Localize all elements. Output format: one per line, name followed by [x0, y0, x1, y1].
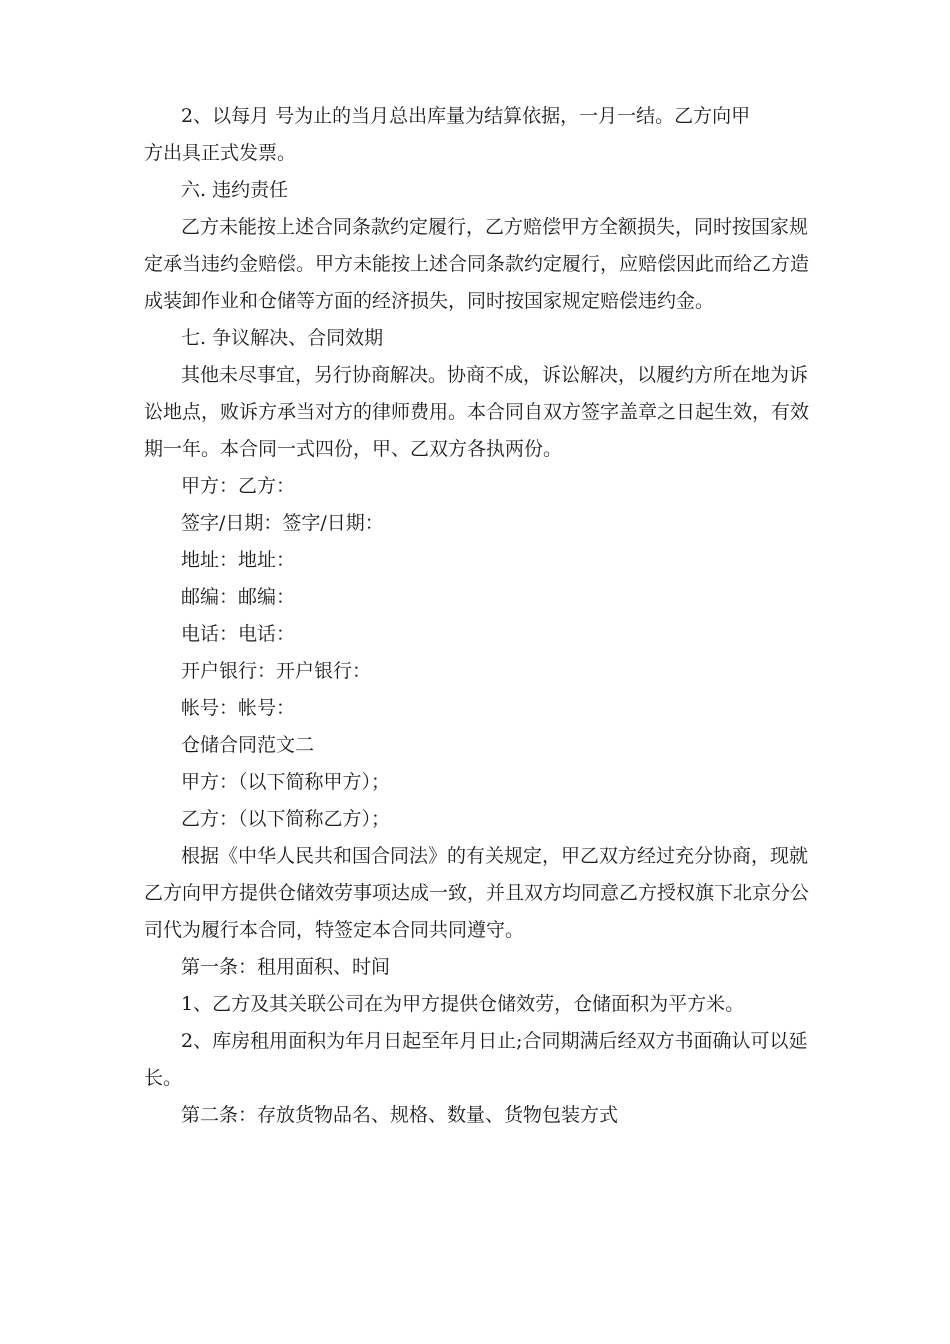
document-body: [144, 98, 814, 1134]
article-two-heading: 第二条：存放货物品名、规格、数量、货物包装方式: [181, 1104, 619, 1126]
signature-account: 帐号：帐号：: [181, 697, 296, 719]
article-one-item-2: 2、库房租用面积为年月日起至年月日止;合同期满后经双方书面确认可以延长。: [144, 1030, 808, 1089]
party-a-line: 甲方：（以下简称甲方）；: [181, 771, 391, 793]
paragraph-settlement: 2、以每月 号为止的当月总出库量为结算依据，一月一结。乙方向甲: [181, 105, 751, 127]
paragraph-breach: 乙方未能按上述合同条款约定履行，乙方赔偿甲方全额损失，同时按国家规定承当违约金赔偿。甲方未能按上述合同条款约定履行，应赔偿因此而给乙方造成装卸作业和仓储等方面的经济损失，同时按国家规定赔偿违约金。: [144, 216, 810, 312]
section-heading-dispute: 七. 争议解决、合同效期: [181, 327, 384, 349]
signature-parties: 甲方：乙方：: [181, 475, 296, 497]
paragraph-dispute: 其他未尽事宜，另行协商解决。协商不成，诉讼解决，以履约方所在地为诉讼地点，败诉方承当对方的律师费用。本合同自双方签字盖章之日起生效，有效期一年。本合同一式四份，甲、乙双方各执两份。: [144, 364, 810, 460]
signature-postcode: 邮编：邮编：: [181, 586, 296, 608]
signature-date: 签字/日期：签字/日期：: [181, 512, 384, 534]
signature-address: 地址：地址：: [181, 549, 296, 571]
article-one-heading: 第一条：租用面积、时间: [181, 956, 391, 978]
section-heading-breach: 六. 违约责任: [181, 179, 289, 201]
article-one-item-1: 1、乙方及其关联公司在为甲方提供仓储效劳，仓储面积为平方米。: [181, 993, 745, 1015]
contract-title-two: 仓储合同范文二: [181, 734, 315, 756]
party-b-line: 乙方：（以下简称乙方）；: [181, 808, 391, 830]
paragraph-preamble: 根据《中华人民共和国合同法》的有关规定，甲乙双方经过充分协商，现就乙方向甲方提供仓储效劳事项达成一致，并且双方均同意乙方授权旗下北京分公司代为履行本合同，特签定本合同共同遵守。: [144, 845, 810, 941]
signature-phone: 电话：电话：: [181, 623, 296, 645]
signature-bank: 开户银行：开户银行：: [181, 660, 372, 682]
paragraph-invoice: 方出具正式发票。: [144, 142, 297, 164]
